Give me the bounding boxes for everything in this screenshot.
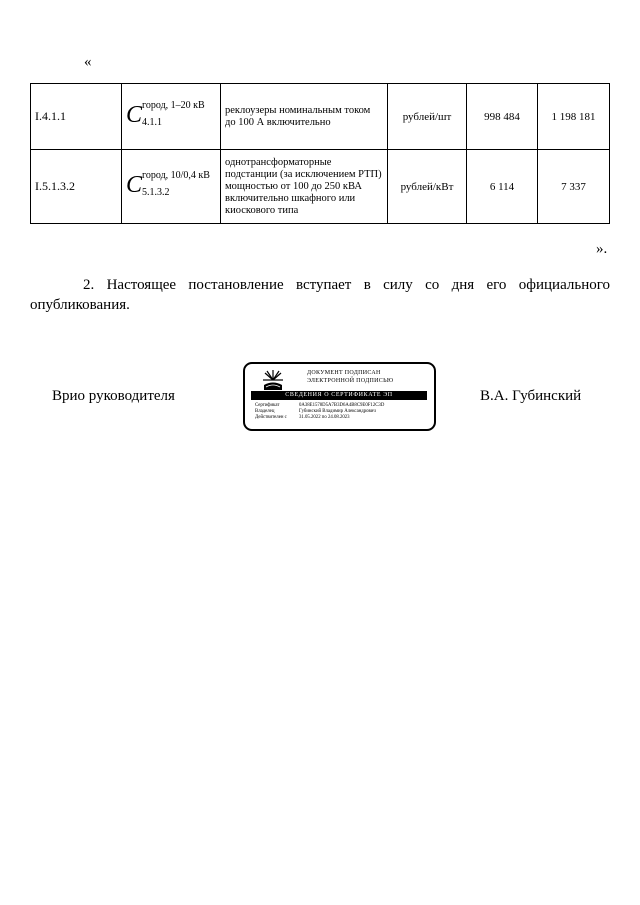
rate-symbol-cell <box>122 150 221 224</box>
symbol-subscript: 5.1.3.2 <box>142 187 170 198</box>
stamp-validity-value: 31.05.2022 по 24.08.2023 <box>299 415 350 420</box>
row-code: I.5.1.3.2 <box>31 150 122 224</box>
table-row <box>31 150 610 224</box>
electronic-signature-stamp <box>243 362 436 431</box>
row-unit: рублей/шт <box>388 84 467 150</box>
stamp-certificate-label: Сертификат <box>255 403 280 408</box>
closing-quote: ». <box>596 241 608 257</box>
symbol-subscript: 4.1.1 <box>142 117 162 128</box>
stamp-title-line-1: ДОКУМЕНТ ПОДПИСАН <box>307 370 381 376</box>
row-value-2: 1 198 181 <box>538 84 610 150</box>
stamp-owner-row <box>255 409 376 414</box>
symbol-letter: C <box>126 102 143 128</box>
row-value-1: 998 484 <box>467 84 538 150</box>
row-code: I.4.1.1 <box>31 84 122 150</box>
symbol-letter: C <box>126 172 143 198</box>
row-description: реклоузеры номинальным током до 100 А включительно <box>221 84 388 150</box>
stamp-certificate-header: СВЕДЕНИЯ О СЕРТИФИКАТЕ ЭП <box>251 391 427 400</box>
emblem-icon <box>261 368 285 392</box>
rate-symbol <box>126 170 214 200</box>
signer-name: В.А. Губинский <box>480 388 582 404</box>
rate-symbol-cell <box>122 84 221 150</box>
stamp-validity-row <box>255 415 350 420</box>
row-value-1: 6 114 <box>467 150 538 224</box>
symbol-superscript: город, 10/0,4 кВ <box>142 170 210 181</box>
stamp-title-line-2: ЭЛЕКТРОННОЙ ПОДПИСЬЮ <box>307 378 394 384</box>
symbol-superscript: город, 1–20 кВ <box>142 100 205 111</box>
row-description: однотрансформаторные подстанции (за исключением РТП) мощностью от 100 до 250 кВА включительно шкафного или киоскового типа <box>221 150 388 224</box>
stamp-validity-label: Действителен с <box>255 415 287 420</box>
rate-symbol <box>126 100 214 130</box>
table-row <box>31 84 610 150</box>
tariff-table <box>30 83 610 224</box>
row-value-2: 7 337 <box>538 150 610 224</box>
signer-position: Врио руководителя <box>52 388 175 404</box>
stamp-certificate-value: 0A38E1578D5A7B3D6A4B8C9E0F12C3D <box>299 403 385 408</box>
stamp-certificate-row <box>255 403 384 408</box>
opening-quote: « <box>84 54 92 70</box>
row-unit: рублей/кВт <box>388 150 467 224</box>
effective-date-paragraph: 2. Настоящее постановление вступает в силу со дня его официального опубликования. <box>30 277 610 313</box>
stamp-owner-label: Владелец <box>255 409 275 414</box>
stamp-owner-value: Губинский Владимир Александрович <box>299 409 376 414</box>
